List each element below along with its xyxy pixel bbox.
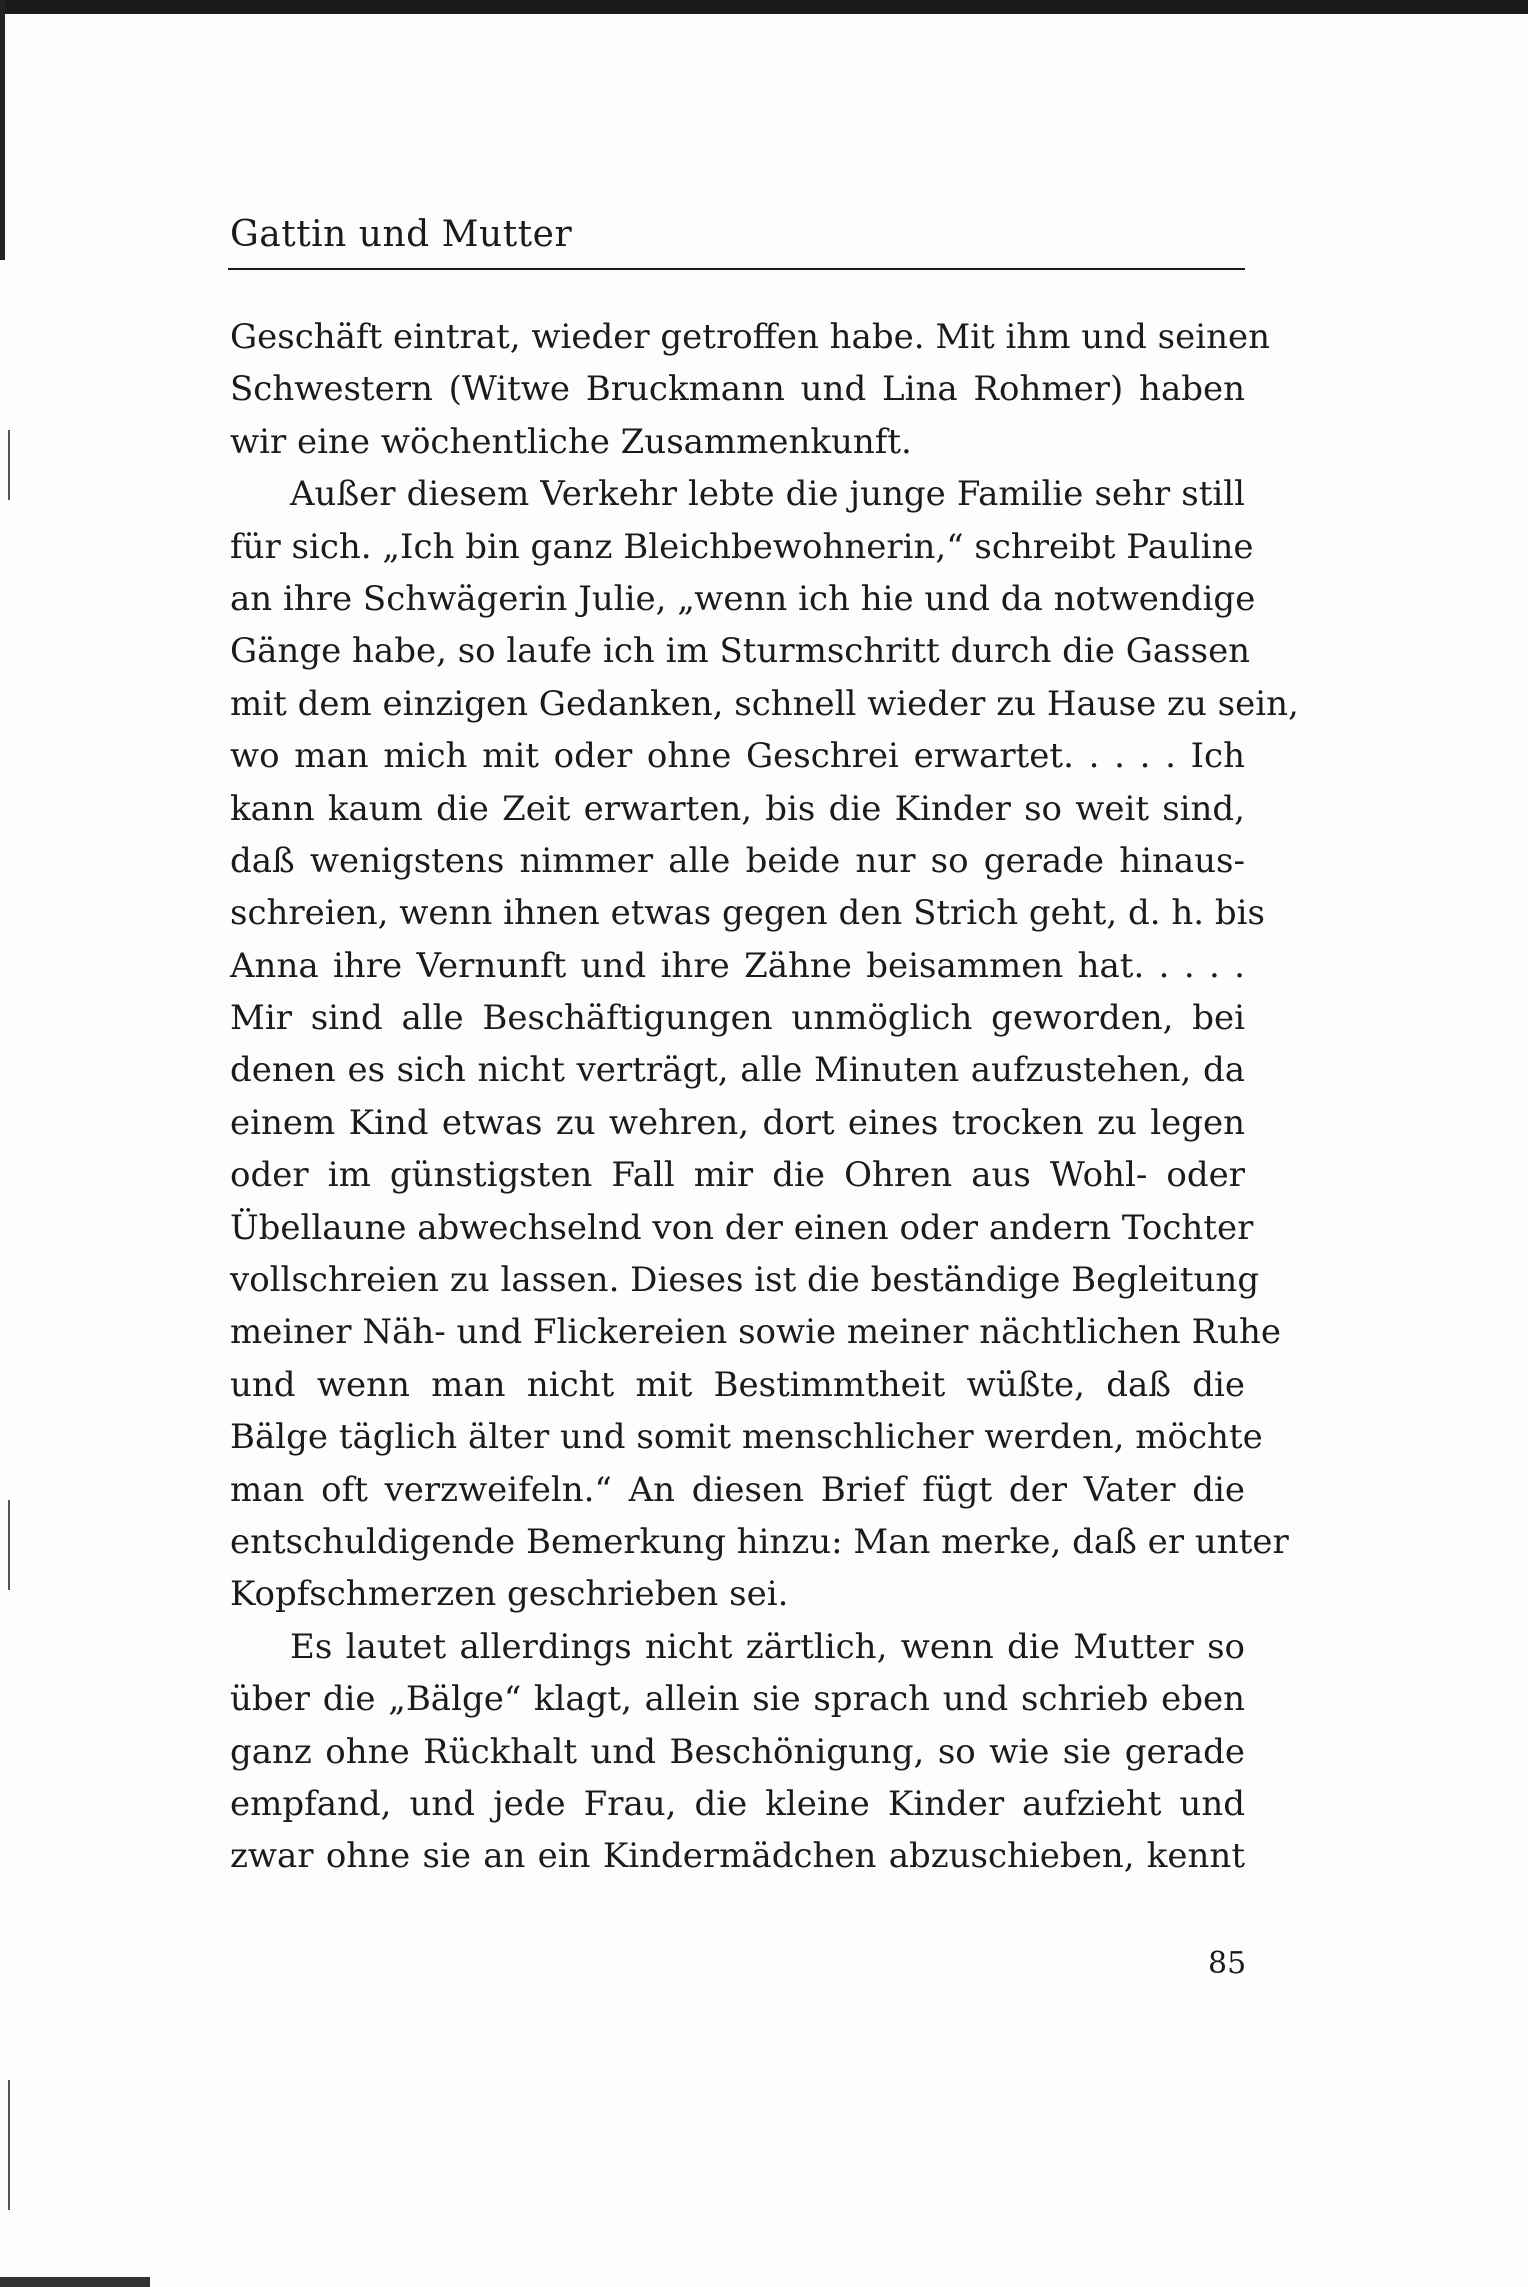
scan-margin-mark [8,1500,10,1590]
text-line: für sich. „Ich bin ganz Bleichbewohnerin,“ schreibt Pauline [230,526,1254,567]
scan-left-edge [0,0,5,260]
text-line: mit dem einzigen Gedanken, schnell wieder zu Hause zu sein, [230,683,1299,724]
text-line: oder im günstigsten Fall mir die Ohren aus Wohl- oder [230,1155,1245,1196]
text-line: Außer diesem Verkehr lebte die junge Familie sehr still [290,474,1245,515]
text-line: Geschäft eintrat, wieder getroffen habe. Mit ihm und seinen [230,317,1271,357]
text-line: schreien, wenn ihnen etwas gegen den Strich geht, d. h. bis [230,893,1265,934]
text-line: Bälge täglich älter und somit menschlicher werden, möchte [230,1417,1263,1458]
text-line: ganz ohne Rückhalt und Beschönigung, so wie sie gerade [230,1731,1245,1772]
text-line: kann kaum die Zeit erwarten, bis die Kinder so weit sind, [230,788,1245,829]
text-line: über die „Bälge“ klagt, allein sie sprach und schrieb eben [230,1679,1245,1720]
text-line: einem Kind etwas zu wehren, dort eines trocken zu legen [230,1102,1245,1143]
text-line: man oft verzweifeln.“ An diesen Brief fügt der Vater die [230,1469,1245,1510]
running-head: Gattin und Mutter [230,214,573,255]
text-line: vollschreien zu lassen. Dieses ist die beständige Begleitung [230,1260,1260,1301]
text-line: empfand, und jede Frau, die kleine Kinder aufzieht und [230,1783,1245,1824]
page-number: 85 [1208,1946,1247,1981]
scan-top-edge [0,0,1528,14]
text-line: Anna ihre Vernunft und ihre Zähne beisammen hat. . . . . [230,945,1245,986]
scan-bottom-edge [0,2277,150,2287]
text-line: Kopfschmerzen geschrieben sei. [230,1574,789,1615]
text-line: Es lautet allerdings nicht zärtlich, wenn die Mutter so [290,1626,1245,1667]
body-text [230,311,1299,1883]
scan-margin-mark [8,2080,10,2210]
text-line: und wenn man nicht mit Bestimmtheit wüßte, daß die [230,1364,1245,1405]
text-line: an ihre Schwägerin Julie, „wenn ich hie und da notwendige [230,578,1256,619]
text-line: Gänge habe, so laufe ich im Sturmschritt durch die Gassen [230,631,1251,672]
header-rule [228,268,1245,270]
text-line: Übellaune abwechselnd von der einen oder andern Tochter [230,1207,1254,1248]
text-line: denen es sich nicht verträgt, alle Minuten aufzustehen, da [230,1050,1245,1091]
text-line: zwar ohne sie an ein Kindermädchen abzuschieben, kennt [230,1836,1245,1877]
text-line: Schwestern (Witwe Bruckmann und Lina Rohmer) haben [230,369,1245,410]
scan-margin-mark [8,430,10,500]
text-line: entschuldigende Bemerkung hinzu: Man merke, daß er unter [230,1521,1289,1562]
text-line: wo man mich mit oder ohne Geschrei erwartet. . . . . Ich [230,736,1245,777]
text-line: Mir sind alle Beschäftigungen unmöglich geworden, bei [230,998,1245,1039]
text-line: wir eine wöchentliche Zusammenkunft. [230,421,912,462]
text-line: meiner Näh- und Flickereien sowie meiner nächtlichen Ruhe [230,1312,1282,1353]
text-line: daß wenigstens nimmer alle beide nur so gerade hinaus- [230,840,1245,881]
